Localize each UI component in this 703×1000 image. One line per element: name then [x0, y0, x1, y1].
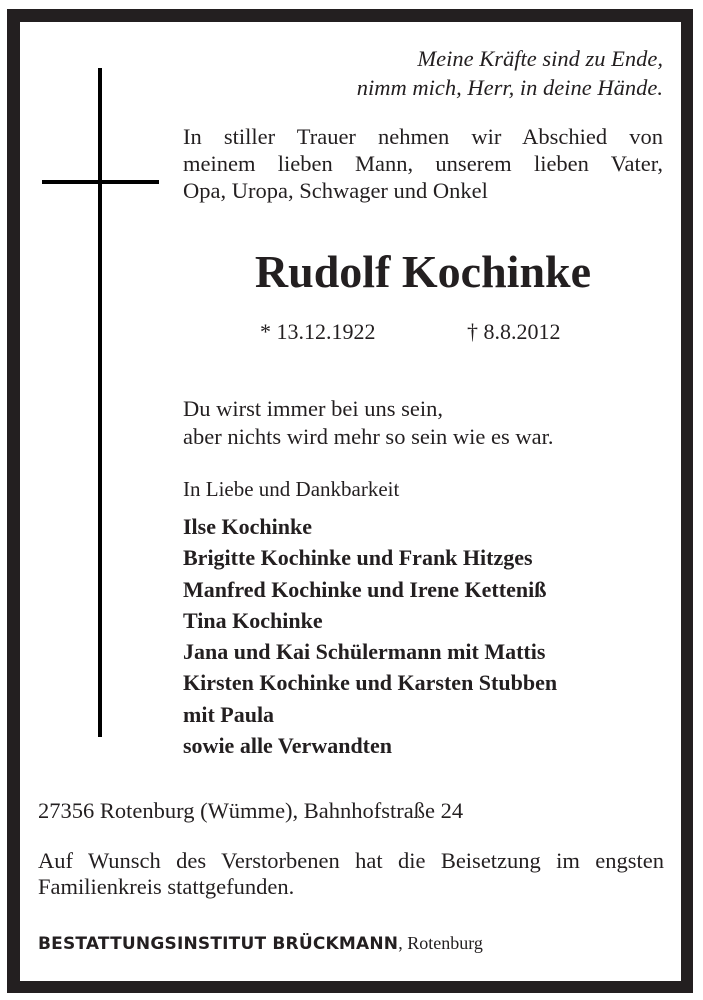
- funeral-home-separator: ,: [398, 933, 403, 953]
- mourner: Jana und Kai Schülermann mit Mattis: [183, 639, 546, 665]
- thanks-line: In Liebe und Dankbarkeit: [183, 477, 400, 501]
- mourner: Tina Kochinke: [183, 607, 323, 633]
- intro-line: In stiller Trauer nehmen wir Abschied von: [183, 124, 663, 149]
- intro-line: meinem lieben Mann, unserem lieben Vater,: [183, 151, 663, 176]
- cross-icon-crossbar: [42, 180, 159, 184]
- mourner: Ilse Kochinke: [183, 514, 312, 539]
- birth-date: * 13.12.1922: [260, 319, 376, 344]
- mourner: sowie alle Verwandten: [183, 733, 392, 759]
- notice-line: Auf Wunsch des Verstorbenen hat die Beisetzung im engsten: [38, 848, 664, 873]
- motto-line: nimm mich, Herr, in deine Hände.: [356, 75, 663, 100]
- funeral-home-city: Rotenburg: [402, 933, 483, 953]
- deceased-name: Rudolf Kochinke: [254, 246, 592, 297]
- verse-line: Du wirst immer bei uns sein,: [183, 396, 443, 421]
- motto-line: Meine Kräfte sind zu Ende,: [417, 46, 663, 71]
- family-address: 27356 Rotenburg (Wümme), Bahnhofstraße 24: [38, 798, 464, 823]
- funeral-home: [38, 931, 483, 956]
- mourner: Manfred Kochinke und Irene Ketteniß: [183, 576, 547, 602]
- cross-icon: [98, 68, 102, 737]
- death-date: † 8.8.2012: [467, 319, 561, 344]
- funeral-home-name: BESTATTUNGSINSTITUT BRÜCKMANN: [38, 934, 399, 954]
- notice-line: Familienkreis stattgefunden.: [38, 874, 295, 899]
- mourners-list: [183, 511, 557, 761]
- intro-line: Opa, Uropa, Schwager und Onkel: [183, 178, 488, 203]
- mourner: Brigitte Kochinke und Frank Hitzges: [183, 545, 533, 571]
- motto: [357, 44, 663, 102]
- verse: [183, 395, 554, 451]
- burial-notice: [38, 848, 664, 900]
- verse-line: aber nichts wird mehr so sein wie es war.: [183, 424, 554, 449]
- mourner: Kirsten Kochinke und Karsten Stubben: [183, 670, 558, 696]
- intro-text: [183, 123, 663, 204]
- mourner: mit Paula: [183, 701, 275, 727]
